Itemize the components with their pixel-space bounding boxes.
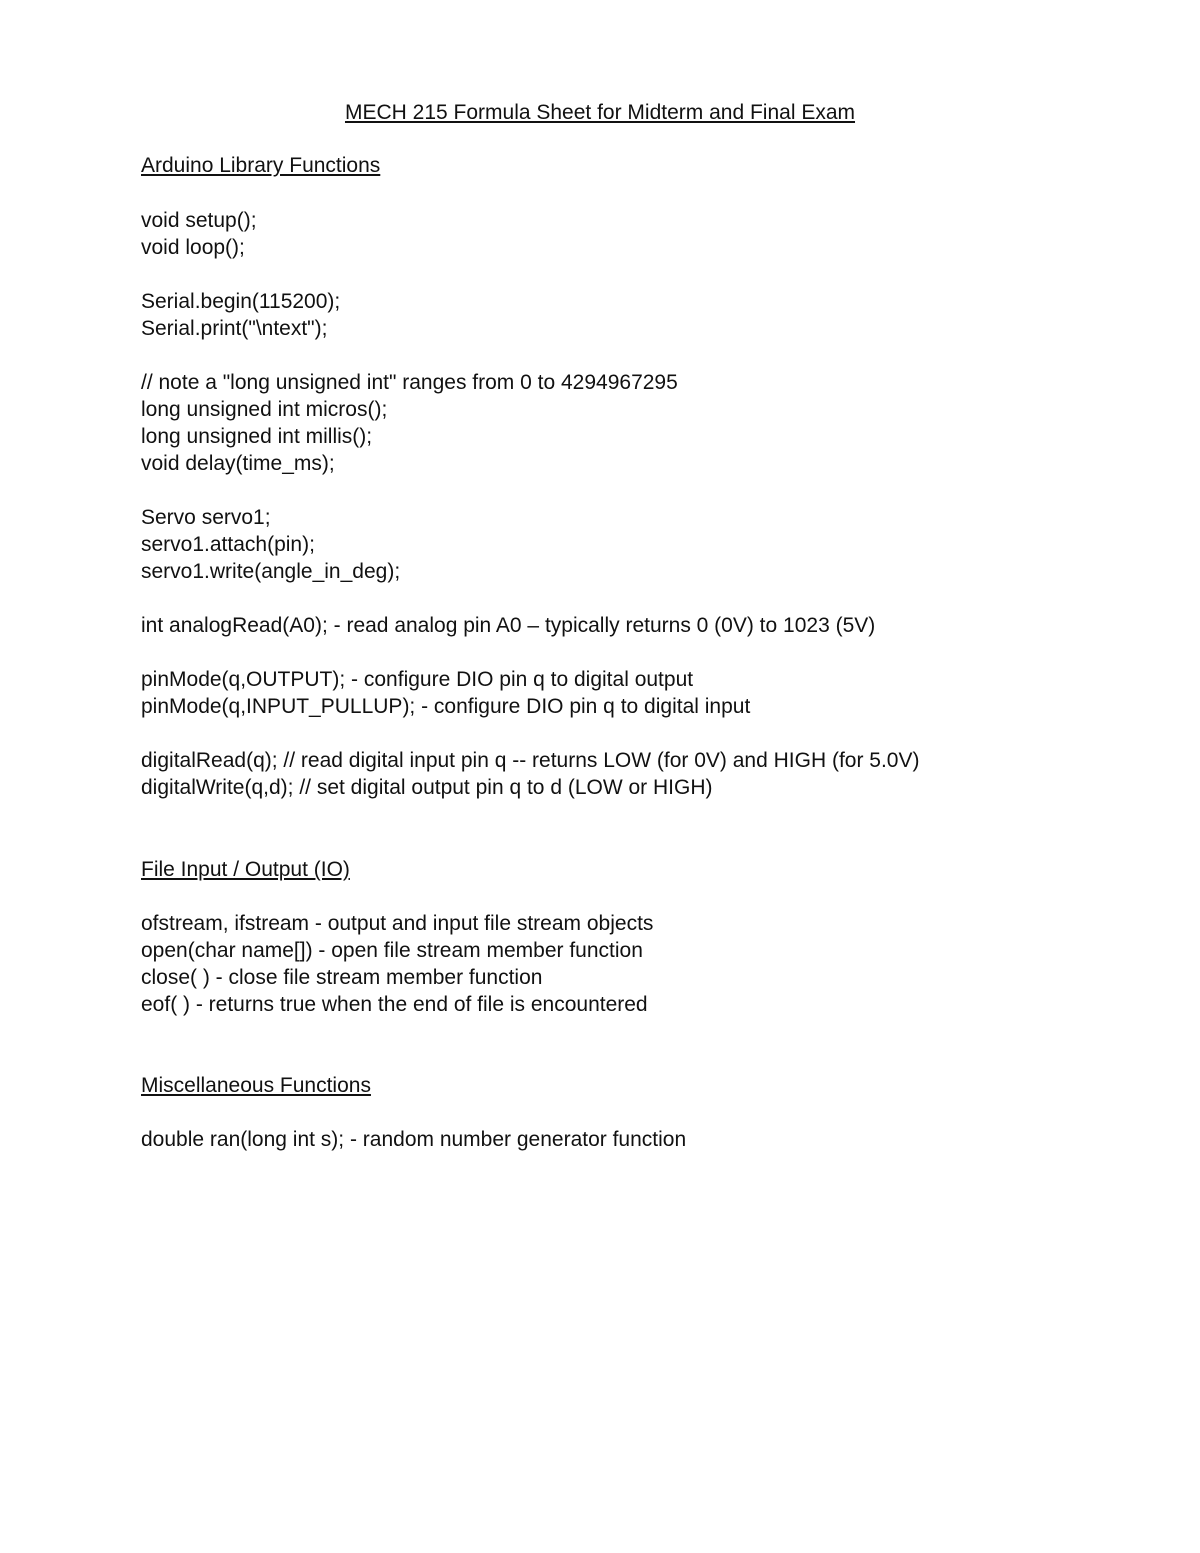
code-line: servo1.attach(pin); bbox=[141, 533, 315, 556]
code-line: Serial.begin(115200); bbox=[141, 290, 341, 313]
code-line: open(char name[]) - open file stream member function bbox=[141, 939, 643, 962]
code-comment-line: // note a "long unsigned int" ranges from 0 to 4294967295 bbox=[141, 371, 678, 394]
code-line: Serial.print("\ntext"); bbox=[141, 317, 328, 340]
code-line: long unsigned int micros(); bbox=[141, 398, 388, 421]
code-line: digitalRead(q); // read digital input pin q -- returns LOW (for 0V) and HIGH (for 5.0V) bbox=[141, 749, 920, 772]
code-line: pinMode(q,OUTPUT); - configure DIO pin q to digital output bbox=[141, 668, 694, 691]
page-title: MECH 215 Formula Sheet for Midterm and Final Exam bbox=[344, 101, 856, 124]
code-line: eof( ) - returns true when the end of file is encountered bbox=[141, 993, 648, 1016]
code-line: void setup(); bbox=[141, 209, 257, 232]
code-line: ofstream, ifstream - output and input file stream objects bbox=[141, 912, 654, 935]
section-heading-file-io: File Input / Output (IO) bbox=[141, 858, 350, 881]
section-heading-arduino: Arduino Library Functions bbox=[141, 154, 381, 177]
code-line: long unsigned int millis(); bbox=[141, 425, 373, 448]
code-line: close( ) - close file stream member function bbox=[141, 966, 543, 989]
code-line: void delay(time_ms); bbox=[141, 452, 335, 475]
section-heading-misc: Miscellaneous Functions bbox=[141, 1074, 371, 1097]
code-line: pinMode(q,INPUT_PULLUP); - configure DIO pin q to digital input bbox=[141, 695, 751, 718]
code-line: double ran(long int s); - random number generator function bbox=[141, 1128, 687, 1151]
code-line: digitalWrite(q,d); // set digital output pin q to d (LOW or HIGH) bbox=[141, 776, 713, 799]
code-line: int analogRead(A0); - read analog pin A0 – typically returns 0 (0V) to 1023 (5V) bbox=[141, 614, 876, 637]
code-line: void loop(); bbox=[141, 236, 245, 259]
code-line: Servo servo1; bbox=[141, 506, 271, 529]
code-line: servo1.write(angle_in_deg); bbox=[141, 560, 401, 583]
